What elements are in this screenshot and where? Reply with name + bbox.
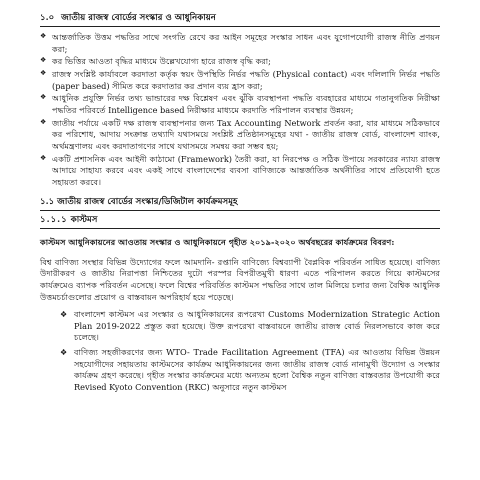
diamond-icon: ❖ <box>60 348 68 358</box>
customs-measures-list <box>40 309 440 393</box>
customs-activities-heading: কাস্টমস আধুনিকায়নের আওতায় সংস্কার ও আধুনিকায়নে গৃহীত ২০১৯-২০২০ অর্থবছরের কার্যক্রমের বিবরণ: <box>40 236 395 247</box>
section-heading-1-1-1 <box>40 214 440 229</box>
bullet-icon: ❖ <box>40 32 47 41</box>
objectives-list <box>40 32 440 188</box>
section-number: ১.০ <box>40 13 55 23</box>
section-number: ১.১ <box>40 196 55 207</box>
list-item <box>40 32 440 55</box>
section-heading-1-1 <box>40 195 440 211</box>
list-item-text: আধুনিক প্রযুক্তি নির্ভর তথ্য ভান্ডারের দক্ষ বিশ্লেষণ এবং ঝুঁকি ব্যবস্থাপনা পদ্ধতি ব্যবহারের মাধ্যমে গতানুগতিক নিরীক্ষা পদ্ধতির পরিবর্তে Intelligence based নিরীক্ষার মাধ্যমে করদাতি পরিপালন ব্যবস্থার উন্নয়ন; <box>52 93 440 116</box>
section-number: ১.১.১ <box>40 214 68 225</box>
section-title: কাস্টমস <box>70 214 98 225</box>
list-item-text: বাণিজ্য সহজীকরণের জন্য WTO- Trade Facilitation Agreement (TFA) এর আওতায় বিভিন্ন উন্নয়ন সহযোগীদের সহায়তায় কাস্টমসের কার্যক্রম আধুনিকায়নের জন্য জাতীয় রাজস্ব বোর্ড নানামুখী উদ্যোগ ও সংস্কার কার্যক্রম গ্রহণ করেছে। গৃহীত সংস্কার কার্যক্রমের মধ্যে অন্যতম হলো বৈশ্বিক নতুন বাণিজ্য বাস্তবতার উপযোগী করে Revised Kyoto Convention (RKC) অনুসারে নতুন কাস্টমস <box>74 347 440 392</box>
list-item-text: জাতীয় পর্যায়ে একটি দক্ষ রাজস্ব ব্যবস্থাপনার জন্য Tax Accounting Network প্রবর্তন করা, যার মাধ্যমে সঠিকভাবে কর পরিশোধ, আদায় সংক্রান্ত তথ্যাদি যথাসময়ে সংশ্লিষ্ট প্রতিষ্ঠানসমূহের যথা - জাতীয় রাজস্ব বোর্ড, বাংলাদেশ ব্যাংক, অর্থমন্ত্রণালয় এবং করদাতাগণের সাথে যথাসময়ে সমন্বয় করা সম্ভব হয়; <box>52 117 440 151</box>
section-title: জাতীয় রাজস্ব বোর্ডের সংস্কার/ডিজিটাল কার্যক্রমসমূহ <box>57 196 238 207</box>
list-item <box>40 118 440 153</box>
list-item <box>60 347 440 394</box>
section-title: জাতীয় রাজস্ব বোর্ডের সংস্কার ও আধুনিকায়ন <box>61 13 216 23</box>
bullet-icon: ❖ <box>40 69 47 78</box>
bullet-icon: ❖ <box>40 93 47 102</box>
list-item-text: একটি প্রশাসনিক এবং আইনী কাঠামো (Framework) তৈরী করা, যা নিরপেক্ষ ও সঠিক উপায়ে সরকারের ন্যায্য রাজস্ব আদায়ে সাহায্য করবে এবং একই সাথে বাংলাদেশের ব্যবসা বাণিজ্যকে আন্তর্জাতিক অর্থনীতির সাথে প্রতিযোগী হতে সহায়তা করবে। <box>52 153 440 187</box>
list-item <box>40 56 440 68</box>
list-item <box>40 69 440 92</box>
list-item <box>40 154 440 189</box>
diamond-icon: ❖ <box>60 310 68 320</box>
list-item <box>40 93 440 116</box>
bullet-icon: ❖ <box>40 117 47 126</box>
bullet-icon: ❖ <box>40 56 47 65</box>
list-item-text: রাজস্ব সংশ্লিষ্ট কার্যাবলে করদাতা কর্তৃক স্বয়ং উপস্থিতি নির্ভর পদ্ধতি (Physical contact) এবং দলিলাদি নির্ভর পদ্ধতি (paper based) সীমিত করে করদাতার কর প্রদান ব্যয় হ্রাস করা; <box>52 69 440 91</box>
list-item-text: কর ভিত্তির আওতা বৃদ্ধির মাধ্যমে উল্লেখযোগ্য হারে রাজস্ব বৃদ্ধি করা; <box>52 56 271 67</box>
list-item-text: বাংলাদেশ কাস্টমস এর সংস্কার ও আধুনিকায়নের রূপরেখা Customs Modernization Strategic Action Plan 2019-2022 প্রস্তুত করা হয়েছে। উক্ত রূপরেখা বাস্তবায়নে জাতীয় রাজস্ব বোর্ড নিরলসভাবে কাজ করে চলেছে। <box>74 309 440 343</box>
section-heading-1-0 <box>40 12 440 27</box>
list-item <box>60 309 440 344</box>
list-item-text: আন্তর্জাতিক উত্তম পদ্ধতির সাথে সংগতি রেখে কর আইন সমূহের সংস্কার সাধন এবং যুগোপযোগী রাজস্ব নীতি প্রণয়ন করা; <box>52 32 440 54</box>
bullet-icon: ❖ <box>40 153 47 162</box>
customs-intro-paragraph: বিশ্ব বাণিজ্য সংস্থার বিভিন্ন উদ্যোগের ফলে আমদানি- রপ্তানি বাণিজ্যে বিশ্বব্যাপী বৈপ্লবিক পরিবর্তন সাধিত হয়েছে। বাণিজ্য উদারীকরণ ও জাতীয় নিরাপত্তা নিশ্চিতের দুটো পরস্পর বিপরীতমুখী ধারণা এতে পরিপালন করতে গিয়ে কাস্টমসের কার্যক্রমেও ব্যাপক পরিবর্তন এসেছে। ফলে বিশ্বের পরিবর্তিত কাস্টমস পদ্ধতির সাথে তাল মিলিয়ে চলার জন্য বৈশ্বিক আধুনিক উত্তমচর্চাগুলোর প্রয়োগ ও বাস্তবায়ন অপরিহার্য হয়ে পড়েছে। <box>40 256 440 302</box>
